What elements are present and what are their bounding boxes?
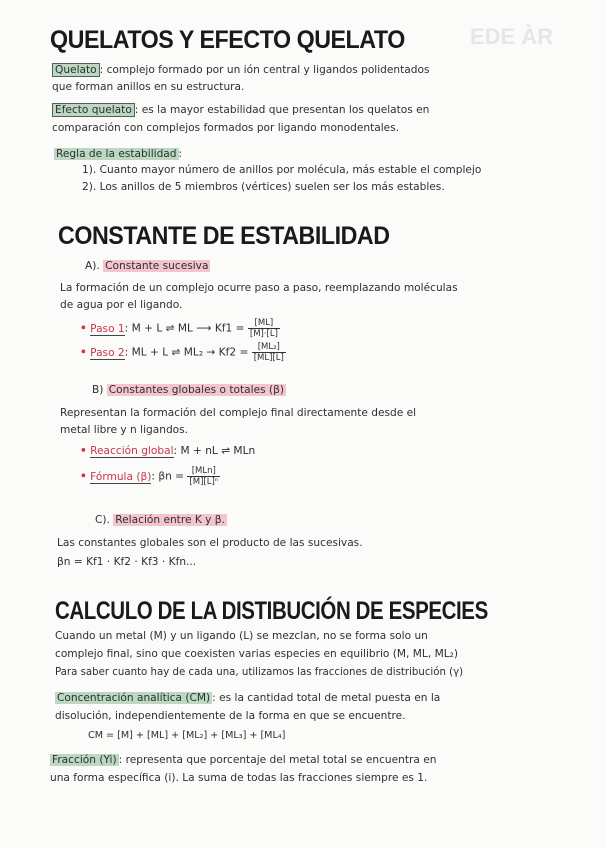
formula-beta (80, 466, 220, 487)
subheading-a (85, 260, 210, 273)
kf1-fraction (248, 318, 280, 339)
subheading-c-prefix: C). (95, 514, 110, 526)
distribucion-line-3: Para saber cuanto hay de cada una, utilizamos las fracciones de distribución (γ) (55, 667, 464, 678)
concentracion-line-1 (55, 692, 440, 705)
formula-label: Fórmula (β) (90, 470, 152, 483)
section-title-quelatos: QUELATOS Y EFECTO QUELATO (50, 26, 405, 54)
subheading-c (95, 514, 227, 527)
efecto-text: : es la mayor estabilidad que presentan los quelatos en (134, 104, 430, 116)
concentracion-equation: CM = [M] + [ML] + [ML₂] + [ML₃] + [ML₄] (88, 730, 286, 741)
paso-1-label: Paso 1 (90, 322, 125, 335)
constantes-globales-line-2: metal libre y n ligandos. (60, 424, 189, 436)
section-title-distribucion: CALCULO DE LA DISTIBUCIÓN DE ESPECIES (55, 597, 488, 625)
kf1-denominator: [M]·[L] (249, 329, 278, 339)
paso-1-equation (80, 318, 280, 339)
fraccion-term: Fracción (Yi) (52, 754, 117, 766)
bullet-icon: • (80, 322, 87, 335)
bullet-icon: • (80, 346, 87, 359)
constantes-globales-term: Constantes globales o totales (β) (108, 384, 285, 396)
quelato-definition-line-1 (52, 64, 430, 77)
fraccion-line-1 (50, 754, 436, 767)
quelato-definition-line-2: que forman anillos en su estructura. (52, 81, 245, 93)
relacion-line-1: Las constantes globales son el producto de las sucesivas. (57, 537, 363, 549)
concentracion-term: Concentración analítica (CM) (57, 692, 211, 704)
bullet-icon: • (80, 445, 87, 457)
subheading-a-prefix: A). (85, 260, 100, 272)
regla-colon: : (178, 148, 183, 160)
distribucion-line-1: Cuando un metal (M) y un ligando (L) se mezclan, no se forma solo un (55, 630, 428, 642)
quelato-text: : complejo formado por un ión central y ligandos polidentados (99, 64, 430, 76)
efecto-definition-line-1 (52, 104, 429, 117)
constantes-globales-line-1: Representan la formación del complejo final directamente desde el (60, 407, 417, 419)
kf1-numerator: [ML] (248, 318, 280, 329)
regla-heading (54, 148, 182, 161)
paso-2-label: Paso 2 (90, 346, 125, 359)
distribucion-line-2: complejo final, sino que coexisten varias especies en equilibrio (M, ML, ML₂) (55, 648, 458, 660)
bleed-through-mark: EDE ÀR (470, 24, 554, 49)
section-title-constante: CONSTANTE DE ESTABILIDAD (58, 222, 390, 250)
constante-sucesiva-line-1: La formación de un complejo ocurre paso a paso, reemplazando moléculas (60, 282, 458, 294)
reaccion-global-eq: : M + nL ⇌ MLn (173, 445, 256, 457)
concentracion-line-2: disolución, independientemente de la forma en que se encuentre. (55, 710, 406, 722)
relacion-term: Relación entre K y β. (115, 514, 225, 526)
kf2-denominator: [ML][L] (253, 353, 284, 363)
subheading-b (92, 384, 286, 397)
paso-1-eq: : M + L ⇌ ML ⟶ Kf1 = (124, 322, 245, 335)
regla-term: Regla de la estabilidad (56, 148, 177, 160)
constante-sucesiva-term: Constante sucesiva (105, 260, 209, 272)
bullet-icon: • (80, 470, 87, 483)
efecto-term: Efecto quelato (52, 103, 135, 117)
regla-item-2: 2). Los anillos de 5 miembros (vértices) suelen ser los más estables. (82, 181, 445, 193)
constante-sucesiva-line-2: de agua por el ligando. (60, 299, 183, 311)
paso-2-eq: : ML + L ⇌ ML₂ → Kf2 = (124, 346, 249, 359)
fraccion-line-2: una forma específica (i). La suma de todas las fracciones siempre es 1. (50, 772, 428, 784)
beta-fraction (187, 466, 220, 487)
beta-numerator: [MLn] (187, 466, 220, 477)
kf2-numerator: [ML₂] (252, 342, 286, 353)
paso-2-equation (80, 342, 286, 363)
fraccion-text: : representa que porcentaje del metal total se encuentra en (118, 754, 437, 766)
efecto-definition-line-2: comparación con complejos formados por ligando monodentales. (52, 122, 400, 134)
quelato-term: Quelato (52, 63, 100, 77)
kf2-fraction (252, 342, 286, 363)
beta-denominator: [M][L]ⁿ (189, 477, 219, 487)
concentracion-text: : es la cantidad total de metal puesta en la (212, 692, 441, 704)
relacion-line-2: βn = Kf1 · Kf2 · Kf3 · Kfn... (57, 556, 197, 568)
formula-eq: : βn = (151, 470, 185, 483)
subheading-b-prefix: B) (92, 384, 104, 396)
reaccion-global (80, 445, 255, 458)
reaccion-global-label: Reacción global (90, 445, 174, 457)
regla-item-1: 1). Cuanto mayor número de anillos por molécula, más estable el complejo (82, 164, 482, 176)
